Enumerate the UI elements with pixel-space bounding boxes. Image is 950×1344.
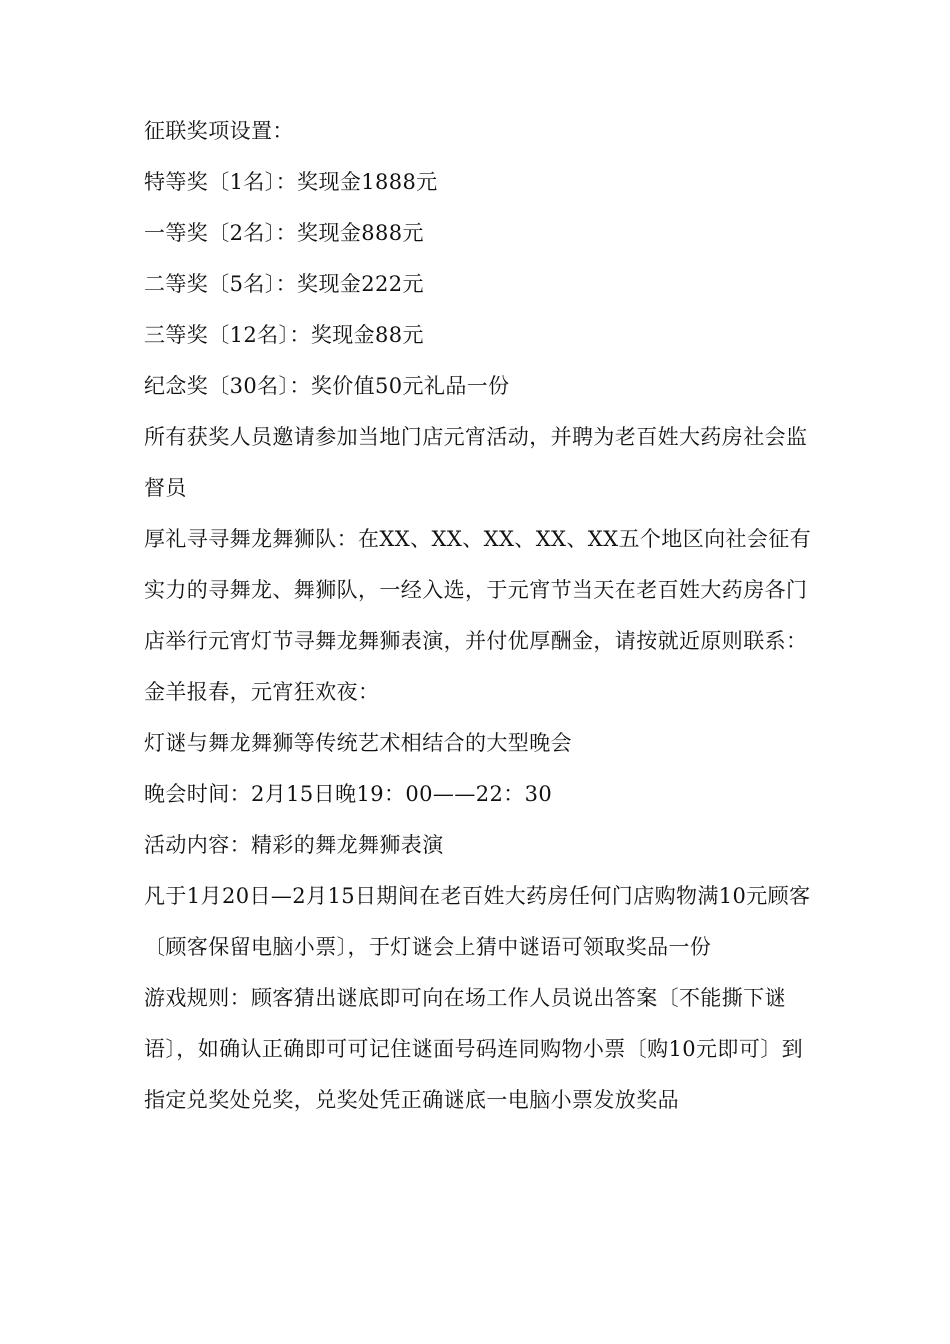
paragraph-gala-time: 晚会时间：2月15日晚19：00——22：30: [144, 782, 553, 806]
paragraph-lantern-night-heading: 金羊报春，元宵狂欢夜：: [144, 680, 380, 704]
paragraph-game-rules: 游戏规则：顾客猜出谜底即可向在场工作人员说出答案〔不能撕下谜语〕，如确认正确即可可记住谜面号码连同购物小票〔购10元即可〕到指定兑奖处兑奖，兑奖处凭正确谜底一电脑小票发放奖品: [144, 986, 804, 1112]
paragraph-souvenir-prize: 纪念奖〔30名〕：奖价值50元礼品一份: [144, 374, 510, 398]
paragraph-second-prize: 二等奖〔5名〕：奖现金222元: [144, 272, 424, 296]
paragraph-prize-settings-heading: 征联奖项设置：: [144, 119, 294, 143]
paragraph-gala-description: 灯谜与舞龙舞狮等传统艺术相结合的大型晚会: [144, 731, 572, 755]
paragraph-winners-invitation: 所有获奖人员邀请参加当地门店元宵活动，并聘为老百姓大药房社会监督员: [144, 425, 808, 500]
paragraph-grand-prize: 特等奖〔1名〕：奖现金1888元: [144, 170, 438, 194]
document-body: [144, 106, 814, 1126]
paragraph-first-prize: 一等奖〔2名〕：奖现金888元: [144, 221, 424, 245]
paragraph-third-prize: 三等奖〔12名〕：奖现金88元: [144, 323, 424, 347]
paragraph-activity-content: 活动内容：精彩的舞龙舞狮表演: [144, 833, 444, 857]
paragraph-shopping-eligibility: 凡于1月20日—2月15日期间在老百姓大药房任何门店购物满10元顾客〔顾客保留电脑小票〕，于灯谜会上猜中谜语可领取奖品一份: [144, 884, 811, 959]
paragraph-dragon-lion-team-search: 厚礼寻寻舞龙舞狮队：在XX、XX、XX、XX、XX五个地区向社会征有实力的寻舞龙、舞狮队，一经入选，于元宵节当天在老百姓大药房各门店举行元宵灯节寻舞龙舞狮表演，并付优厚酬金，请按就近原则联系：: [144, 527, 812, 653]
